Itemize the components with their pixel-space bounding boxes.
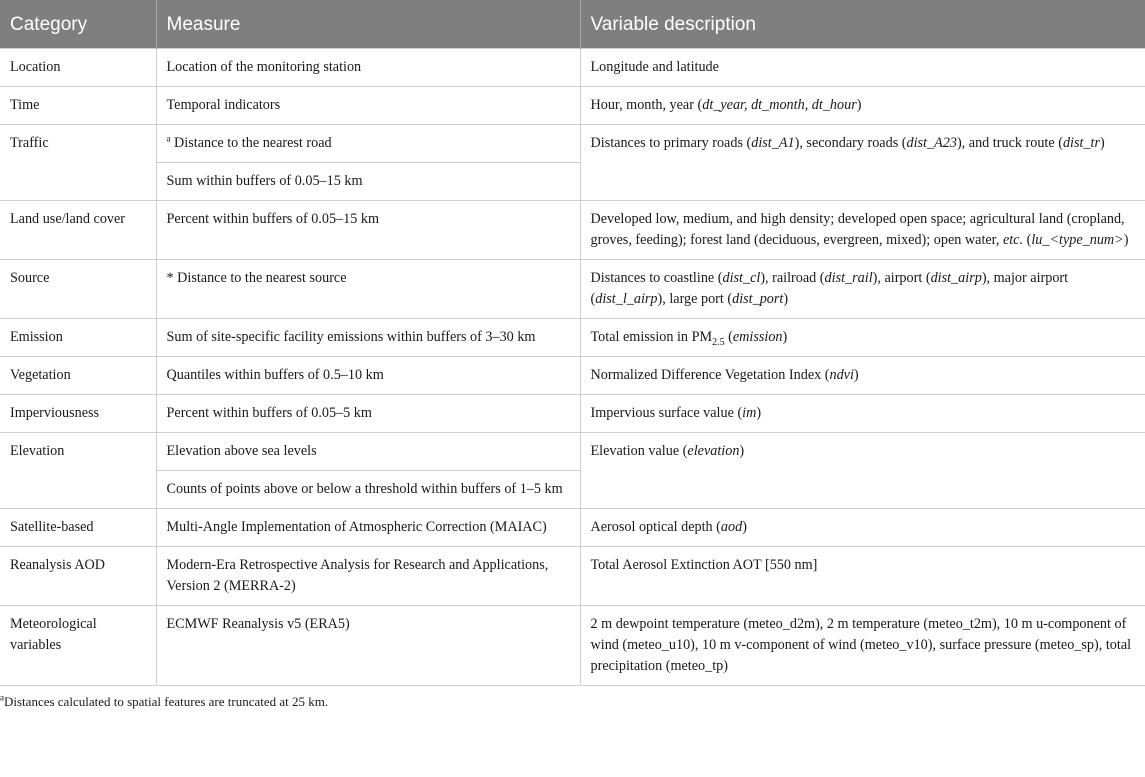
variable-name: dist_port [732, 291, 784, 307]
desc-text: Total emission in PM [590, 329, 713, 345]
desc-text: Impervious surface value ( [590, 405, 743, 421]
table-row [0, 125, 1145, 163]
desc-text: ) [1123, 232, 1129, 248]
footnote-mark: a [166, 133, 171, 144]
header-description: Variable description [580, 0, 1145, 49]
desc-text: ) [856, 97, 862, 113]
desc-text: ) [853, 367, 859, 383]
variable-name: im [742, 405, 757, 421]
variable-name: dist_cl [722, 270, 761, 286]
row-measure: Modern-Era Retrospective Analysis for Research and Applications, Version 2 (MERRA-2) [156, 547, 580, 606]
row-description [580, 87, 1145, 125]
desc-text: ) [756, 405, 762, 421]
row-measure: Elevation above sea levels [156, 433, 580, 471]
desc-text: ), secondary roads ( [794, 135, 907, 151]
row-category: Reanalysis AOD [0, 547, 156, 606]
table-row [0, 87, 1145, 125]
table-row [0, 49, 1145, 87]
header-row [0, 0, 1145, 49]
row-measure: Percent within buffers of 0.05–5 km [156, 395, 580, 433]
desc-text: ) [782, 329, 788, 345]
row-category: Imperviousness [0, 395, 156, 433]
row-description [580, 260, 1145, 319]
row-measure: Counts of points above or below a threshold within buffers of 1–5 km [156, 471, 580, 509]
desc-text: ), major airport ( [590, 270, 1069, 307]
variable-name: lu_<type_num> [1031, 232, 1124, 248]
row-measure: Sum of site-specific facility emissions within buffers of 3–30 km [156, 319, 580, 357]
row-measure: Temporal indicators [156, 87, 580, 125]
variable-name: elevation [687, 443, 740, 459]
table-row [0, 260, 1145, 319]
header-category: Category [0, 0, 156, 49]
row-category: Land use/land cover [0, 201, 156, 260]
variable-name: dist_airp [930, 270, 982, 286]
row-measure: Quantiles within buffers of 0.5–10 km [156, 357, 580, 395]
row-category: Satellite-based [0, 509, 156, 547]
desc-text: ), large port ( [657, 291, 733, 307]
variable-name: ndvi [829, 367, 854, 383]
table-row [0, 509, 1145, 547]
desc-text: ( [1023, 232, 1032, 248]
desc-text: Normalized Difference Vegetation Index ( [590, 367, 830, 383]
row-description: 2 m dewpoint temperature (meteo_d2m), 2 m temperature (meteo_t2m), 10 m u-component of wind (meteo_u10), 10 m v-component of wind (meteo_v10), surface pressure (meteo_sp), total precipitation (meteo_tp) [580, 606, 1145, 686]
table-footnote [0, 694, 1145, 710]
row-description [580, 125, 1145, 201]
desc-text: ) [783, 291, 789, 307]
row-measure: Percent within buffers of 0.05–15 km [156, 201, 580, 260]
desc-text: ) [739, 443, 745, 459]
desc-text: ) [1100, 135, 1105, 151]
row-description [580, 319, 1145, 357]
row-category: Vegetation [0, 357, 156, 395]
variable-name: dist_rail [824, 270, 873, 286]
desc-text: ), and truck route ( [956, 135, 1063, 151]
desc-text: ), airport ( [872, 270, 931, 286]
row-category: Time [0, 87, 156, 125]
row-measure: ECMWF Reanalysis v5 (ERA5) [156, 606, 580, 686]
etc-text: etc. [1002, 232, 1024, 248]
row-measure: Sum within buffers of 0.05–15 km [156, 163, 580, 201]
row-measure [156, 125, 580, 163]
row-category: Elevation [0, 433, 156, 509]
table-row [0, 319, 1145, 357]
subscript: 2.5 [712, 336, 725, 348]
table-row [0, 606, 1145, 686]
row-measure: Multi-Angle Implementation of Atmospheric Correction (MAIAC) [156, 509, 580, 547]
row-category: Emission [0, 319, 156, 357]
row-description [580, 509, 1145, 547]
row-description: Total Aerosol Extinction AOT [550 nm] [580, 547, 1145, 606]
row-description [580, 433, 1145, 509]
variable-name: emission [732, 329, 783, 345]
row-description [580, 395, 1145, 433]
variable-name: dist_l_airp [595, 291, 658, 307]
table-row [0, 547, 1145, 606]
footnote-text: Distances calculated to spatial features are truncated at 25 km. [4, 694, 329, 709]
table-row [0, 357, 1145, 395]
variable-name: aod [720, 519, 743, 535]
variable-name: dist_A1 [751, 135, 795, 151]
desc-text: Developed low, medium, and high density; developed open space; agricultural land (cropland, groves, feeding); forest land (deciduous, evergreen, mixed); open water, [590, 211, 1125, 248]
table-row [0, 433, 1145, 471]
variable-name: dist_A23 [906, 135, 957, 151]
desc-text: Distances to coastline ( [590, 270, 723, 286]
row-measure: Location of the monitoring station [156, 49, 580, 87]
row-category: Traffic [0, 125, 156, 201]
row-measure: * Distance to the nearest source [156, 260, 580, 319]
desc-text: ( [724, 329, 733, 345]
desc-text: Aerosol optical depth ( [590, 519, 721, 535]
variable-name: dt_year, dt_month, dt_hour [702, 97, 857, 113]
table-row [0, 395, 1145, 433]
desc-text: Distances to primary roads ( [590, 135, 752, 151]
row-description [580, 201, 1145, 260]
variable-name: dist_tr [1062, 135, 1100, 151]
desc-text: Elevation value ( [590, 443, 688, 459]
header-measure: Measure [156, 0, 580, 49]
row-description: Longitude and latitude [580, 49, 1145, 87]
footnote-mark: a [0, 692, 4, 703]
row-category: Location [0, 49, 156, 87]
row-description [580, 357, 1145, 395]
row-category: Meteorological variables [0, 606, 156, 686]
desc-text: ), railroad ( [760, 270, 825, 286]
row-category: Source [0, 260, 156, 319]
table-row [0, 201, 1145, 260]
measure-text: Distance to the nearest road [170, 135, 332, 151]
desc-text: Hour, month, year ( [590, 97, 703, 113]
desc-text: ) [742, 519, 747, 535]
